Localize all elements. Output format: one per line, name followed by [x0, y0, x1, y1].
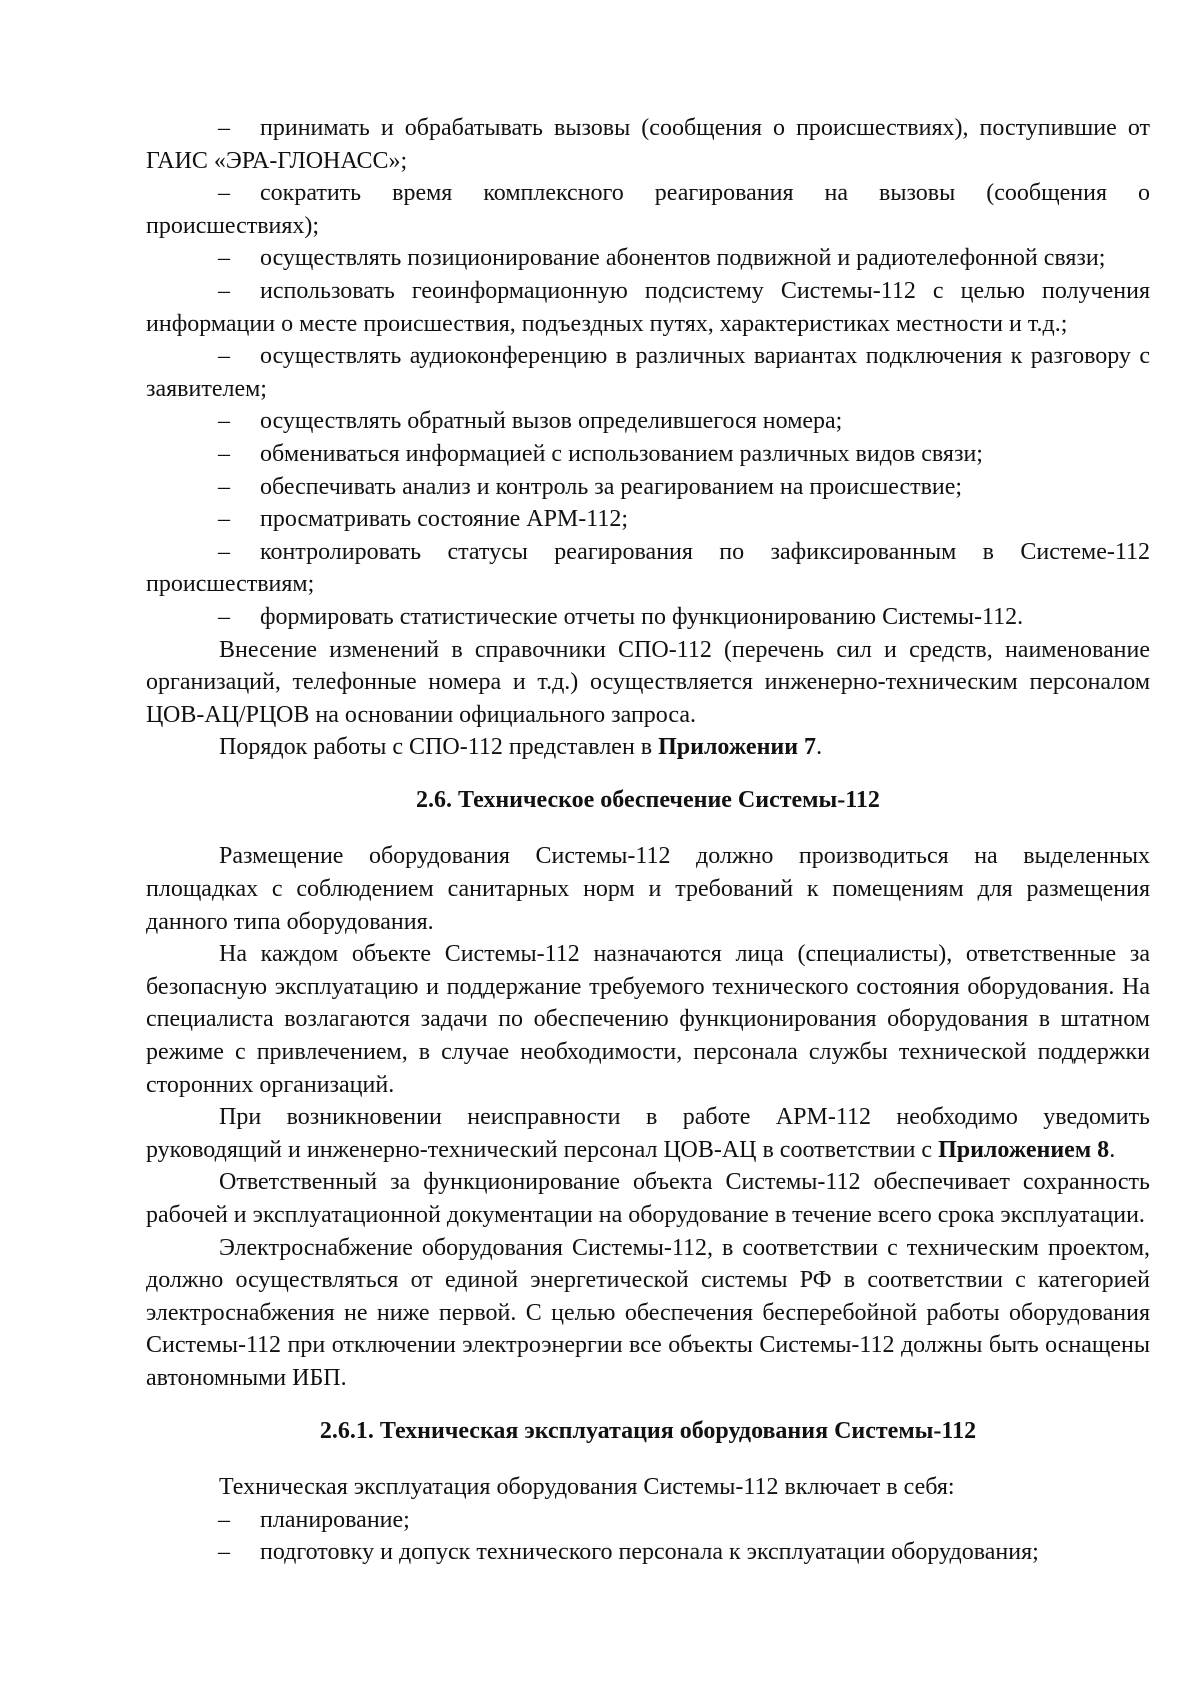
- paragraph-fault-text: При возникновении неисправности в работе АРМ-112 необходимо уведомить руководящий и инженерно-технический персонал ЦОВ-АЦ в соответствии с: [146, 1104, 1150, 1163]
- section-heading-2-6-1: 2.6.1. Техническая эксплуатация оборудования Системы-112: [319, 1417, 977, 1444]
- paragraph-power: Электроснабжение оборудования Системы-112, в соответствии с техническим проектом, должно осуществляться от единой энергетической системы РФ в соответствии с категорией электроснабжения не ниже первой. С целью обеспечения бесперебойной работы оборудования Системы-112 при отключении электроэнергии все объекты Системы-112 должны быть оснащены автономными ИБП.: [146, 1234, 1150, 1391]
- dash-marker: –: [218, 506, 230, 533]
- list-item-text: принимать и обрабатывать вызовы (сообщения о происшествиях), поступившие от ГАИС «ЭРА-ГЛОНАСС»;: [146, 115, 1150, 174]
- dash-marker: –: [218, 538, 230, 565]
- dash-marker: –: [218, 440, 230, 467]
- list-item-text: формировать статистические отчеты по функционированию Системы-112.: [260, 603, 1024, 630]
- paragraph-order-end: .: [816, 734, 823, 761]
- list-item: [146, 275, 1150, 340]
- paragraph-fault: [146, 1101, 1150, 1166]
- list-item-text: обеспечивать анализ и контроль за реагированием на происшествие;: [260, 473, 963, 500]
- paragraph-order: [146, 731, 1150, 764]
- paragraph-placement: Размещение оборудования Системы-112 должно производиться на выделенных площадках с соблюдением санитарных норм и требований к помещениям для размещения данного типа оборудования.: [146, 843, 1150, 935]
- paragraph-fault-end: .: [1109, 1136, 1116, 1163]
- section-heading-2-6: 2.6. Техническое обеспечение Системы-112: [416, 786, 880, 813]
- dash-marker: –: [218, 180, 230, 207]
- list-item-text: планирование;: [260, 1506, 410, 1533]
- paragraph-order-text: Порядок работы с СПО-112 представлен в: [219, 734, 659, 761]
- dash-marker: –: [218, 245, 230, 272]
- paragraph-includes: Техническая эксплуатация оборудования Системы-112 включает в себя:: [219, 1474, 955, 1501]
- list-item: [146, 536, 1150, 601]
- dash-marker: –: [218, 408, 230, 435]
- list-item: [146, 177, 1150, 242]
- list-item-text: осуществлять обратный вызов определившегося номера;: [260, 408, 843, 435]
- list-item-text: использовать геоинформационную подсистему Системы-112 с целью получения информации о месте происшествия, подъездных путях, характеристиках местности и т.д.;: [146, 277, 1150, 337]
- list-item: [146, 1504, 1150, 1537]
- dash-marker: –: [218, 115, 230, 141]
- list-item: [146, 1536, 1150, 1569]
- dash-marker: –: [218, 473, 230, 500]
- paragraph-responsible: Ответственный за функционирование объекта Системы-112 обеспечивает сохранность рабочей и эксплуатационной документации на оборудование в течение всего срока эксплуатации.: [146, 1169, 1150, 1228]
- dash-marker: –: [218, 1539, 230, 1566]
- list-item-text: подготовку и допуск технического персонала к эксплуатации оборудования;: [260, 1539, 1039, 1566]
- dash-marker: –: [218, 1506, 230, 1533]
- dash-marker: –: [218, 343, 230, 370]
- list-item-text: осуществлять аудиоконференцию в различных вариантах подключения к разговору с заявителем;: [146, 343, 1150, 402]
- list-item: [146, 242, 1150, 275]
- list-item: [146, 503, 1150, 536]
- list-item-text: контролировать статусы реагирования по зафиксированным в Системе-112 происшествиям;: [146, 538, 1150, 598]
- list-item: [146, 112, 1150, 177]
- list-item: [146, 438, 1150, 471]
- appendix-reference: Приложением 8: [938, 1136, 1110, 1163]
- appendix-reference: Приложении 7: [658, 734, 817, 761]
- paragraph-persons: На каждом объекте Системы-112 назначаются лица (специалисты), ответственные за безопасную эксплуатацию и поддержание требуемого технического состояния оборудования. На специалиста возлагаются задачи по обеспечению функционирования оборудования в штатном режиме с привлечением, в случае необходимости, персонала службы технической поддержки сторонних организаций.: [146, 941, 1150, 1098]
- dash-marker: –: [218, 603, 230, 630]
- list-item: [146, 601, 1150, 634]
- list-item-text: сократить время комплексного реагирования на вызовы (сообщения о происшествиях);: [146, 180, 1150, 239]
- list-item-text: осуществлять позиционирование абонентов подвижной и радиотелефонной связи;: [260, 245, 1106, 272]
- list-item: [146, 340, 1150, 405]
- list-item-text: просматривать состояние АРМ-112;: [260, 506, 629, 533]
- dash-marker: –: [218, 277, 230, 304]
- list-item: [146, 471, 1150, 504]
- list-item-text: обмениваться информацией с использованием различных видов связи;: [260, 440, 983, 467]
- paragraph-changes: Внесение изменений в справочники СПО-112 (перечень сил и средств, наименование организаций, телефонные номера и т.д.) осуществляется инженерно-техническим персоналом ЦОВ-АЦ/РЦОВ на основании официального запроса.: [146, 636, 1150, 728]
- list-item: [146, 405, 1150, 438]
